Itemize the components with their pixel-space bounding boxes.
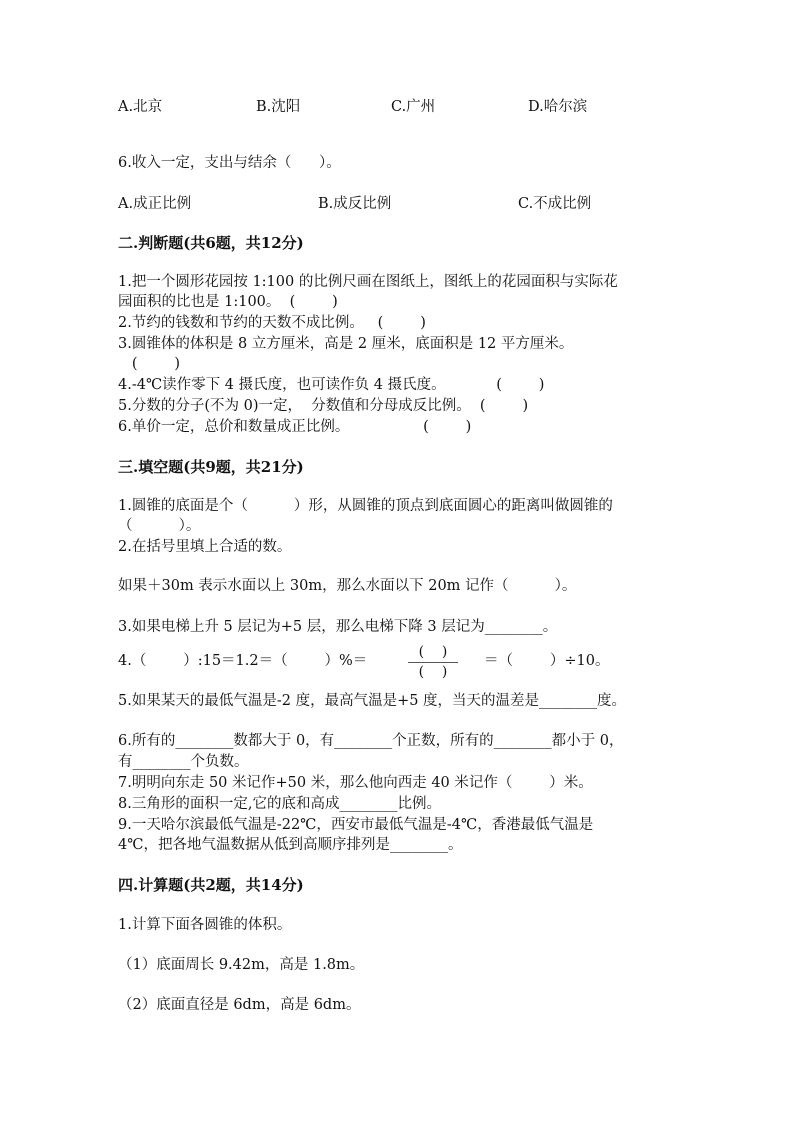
section3-q9-line-2: 4℃，把各地气温数据从低到高顺序排列是________。 xyxy=(118,837,463,853)
section3-q4-fraction xyxy=(408,643,458,683)
section2-heading: 二.判断题(共6题，共12分) xyxy=(118,234,304,252)
section3-q2: 2.在括号里填上合适的数。 xyxy=(118,539,292,555)
q6-stem: 6.收入一定，支出与结余（ ）。 xyxy=(118,155,341,171)
section3-q2-sub: 如果＋30m 表示水面以上 30m，那么水面以下 20m 记作（ ）。 xyxy=(118,578,577,594)
section2-line-2: 园面积的比也是 1:100。 ( ) xyxy=(118,294,338,310)
section4-sub-1: （1）底面周长 9.42m，高是 1.8m。 xyxy=(118,957,365,973)
section3-q4-left: 4.（ ）:15＝1.2＝（ ）%＝ xyxy=(118,653,368,669)
q5-option-c: C.广州 xyxy=(391,99,436,115)
fraction-numerator: ( ) xyxy=(418,644,448,660)
section4-sub-2: （2）底面直径是 6dm，高是 6dm。 xyxy=(118,997,361,1013)
section3-q1-line-2: （ ）。 xyxy=(118,518,201,534)
section3-q3: 3.如果电梯上升 5 层记为+5 层，那么电梯下降 3 层记为________。 xyxy=(118,619,558,635)
section2-line-1: 1.把一个圆形花园按 1:100 的比例尺画在图纸上，图纸上的花园面积与实际花 xyxy=(118,274,618,290)
section2-line-4: 3.圆锥体的体积是 8 立方厘米，高是 2 厘米，底面积是 12 平方厘米。 xyxy=(118,336,574,352)
section3-q7: 7.明明向东走 50 米记作+50 米，那么他向西走 40 米记作（ ）米。 xyxy=(118,775,593,791)
section3-q5: 5.如果某天的最低气温是-2 度，最高气温是+5 度，当天的温差是________度。 xyxy=(118,693,627,709)
section2-line-6: 4.-4℃读作零下 4 摄氏度，也可读作负 4 摄氏度。 ( ) xyxy=(118,377,545,393)
section2-line-8: 6.单价一定，总价和数量成正比例。 ( ) xyxy=(118,419,472,435)
section3-heading: 三.填空题(共9题，共21分) xyxy=(118,458,304,476)
section3-q1-line-1: 1.圆锥的底面是个（ ）形，从圆锥的顶点到底面圆心的距离叫做圆锥的 xyxy=(118,498,613,514)
section2-line-5: ( ) xyxy=(118,356,181,372)
section3-q4-right: ＝（ ）÷10。 xyxy=(484,653,610,669)
q6-option-b: B.成反比例 xyxy=(318,196,392,212)
fraction-denominator: ( ) xyxy=(418,664,448,680)
q5-option-b: B.沈阳 xyxy=(256,99,301,115)
q5-option-a: A.北京 xyxy=(118,99,163,115)
q6-option-a: A.成正比例 xyxy=(118,196,192,212)
section4-heading: 四.计算题(共2题，共14分) xyxy=(118,876,304,894)
section2-line-3: 2.节约的钱数和节约的天数不成比例。 ( ) xyxy=(118,315,426,331)
section3-q6-line-1: 6.所有的________数都大于 0，有________个正数，所有的________都小于 0， xyxy=(118,733,624,749)
section3-q9-line-1: 9.一天哈尔滨最低气温是-22℃，西安市最低气温是-4℃，香港最低气温是 xyxy=(118,817,594,833)
section3-q8: 8.三角形的面积一定,它的底和高成________比例。 xyxy=(118,796,441,812)
section3-q6-line-2: 有________个负数。 xyxy=(118,754,249,770)
section2-line-7: 5.分数的分子(不为 0)一定， 分数值和分母成反比例。 ( ) xyxy=(118,398,529,414)
section4-q1: 1.计算下面各圆锥的体积。 xyxy=(118,917,292,933)
q5-option-d: D.哈尔滨 xyxy=(528,99,588,115)
q6-option-c: C.不成比例 xyxy=(518,196,592,212)
